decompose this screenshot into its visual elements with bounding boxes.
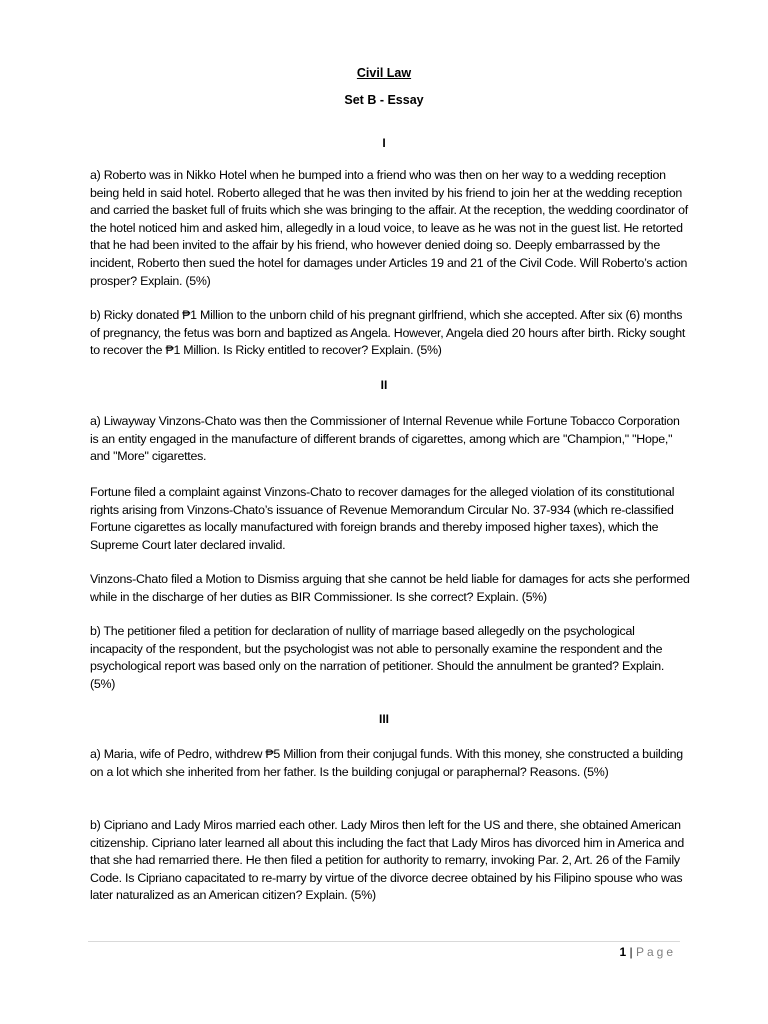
question-paragraph: a) Maria, wife of Pedro, withdrew ₱5 Million from their conjugal funds. With this money, she constructed a building on a lot which she inherited from her father. Is the building conjugal or paraphernal? Reasons. (5%) (90, 747, 683, 779)
document-title: Civil Law (356, 66, 412, 80)
section-numeral: II (380, 378, 388, 392)
question-paragraph: a) Liwayway Vinzons-Chato was then the Commissioner of Internal Revenue while Fortune Tobacco Corporation is an entity engaged in the manufacture of different brands of cigarettes, among which are "Champion," "Hope," and "More" cigarettes. (90, 414, 680, 464)
page-label: Page (635, 945, 676, 959)
question-paragraph: b) Ricky donated ₱1 Million to the unborn child of his pregnant girlfriend, which she accepted. After six (6) months of pregnancy, the fetus was born and baptized as Angela. However, Angela died 20 hours after birth. Ricky sought to recover the ₱1 Million. Is Ricky entitled to recover? Explain. (5%) (90, 308, 686, 358)
question-paragraph: Vinzons-Chato filed a Motion to Dismiss arguing that she cannot be held liable for damages for acts she performed while in the discharge of her duties as BIR Commissioner. Is she correct? Explain. (5%) (90, 572, 690, 604)
question-paragraph: a) Roberto was in Nikko Hotel when he bumped into a friend who was then on her way to a wedding reception being held in said hotel. Roberto alleged that he was then invited by his friend to join her at the wedding reception and carried the basket full of fruits which she was bringing to the affair. At the reception, the wedding coordinator of the hotel noticed him and asked him, allegedly in a loud voice, to leave as he was not in the guest list. He retorted that he had been invited to the affair by his friend, who however denied doing so. Deeply embarrassed by the incident, Roberto then sued the hotel for damages under Articles 19 and 21 of the Civil Code. Will Roberto’s action prosper? Explain. (5%) (90, 168, 688, 288)
page-number: 1 (619, 945, 627, 959)
page-footer (619, 945, 676, 959)
question-paragraph: b) The petitioner filed a petition for declaration of nullity of marriage based allegedly on the psychological incapacity of the respondent, but the psychologist was not able to personally examine the respondent and the psychological report was based only on the narration of petitioner. Should the annulment be granted? Explain. (5%) (90, 624, 665, 691)
question-paragraph: Fortune filed a complaint against Vinzons-Chato to recover damages for the alleged violation of its constitutional rights arising from Vinzons-Chato’s issuance of Revenue Memorandum Circular No. 37-934 (which re-classified Fortune cigarettes as locally manufactured with foreign brands and thereby imposed higher taxes), which the Supreme Court later declared invalid. (90, 485, 675, 552)
question-paragraph: b) Cipriano and Lady Miros married each other. Lady Miros then left for the US and there, she obtained American citizenship. Cipriano later learned all about this including the fact that Lady Miros has divorced him in America and that she had remarried there. He then filed a petition for authority to remarry, invoking Par. 2, Art. 26 of the Family Code. Is Cipriano capacitated to re-marry by virtue of the divorce decree obtained by his Filipino spouse who was later naturalized as an American citizen? Explain. (5%) (90, 818, 685, 903)
document-subtitle: Set B - Essay (344, 93, 424, 107)
section-numeral: III (378, 712, 389, 726)
section-numeral: I (382, 136, 386, 150)
footer-separator: | (629, 945, 633, 959)
footer-divider (88, 941, 680, 942)
